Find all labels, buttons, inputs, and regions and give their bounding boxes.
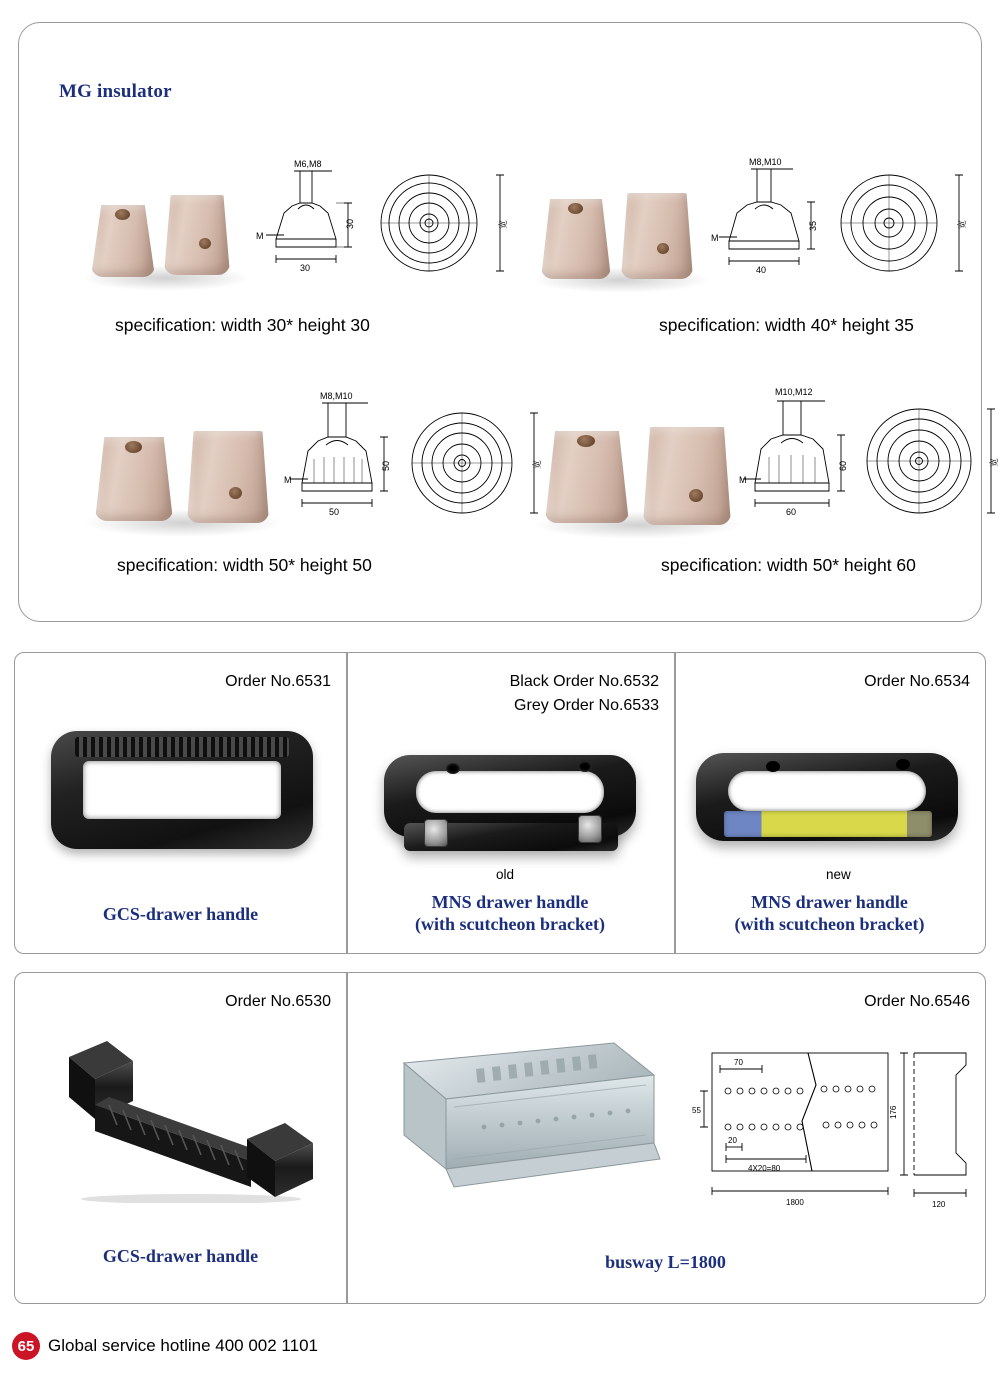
insulator-cn-label-1: 宽 [498, 219, 508, 229]
item-title: busway L=1800 [605, 1252, 726, 1272]
insulator-caption-3: specification: width 50* height 50 [117, 555, 372, 575]
mg-insulator-panel [18, 22, 999, 622]
busway-dim-20: 20 [728, 1136, 737, 1145]
insulator-screw-a [568, 203, 583, 214]
gcs-handle-ribs [75, 737, 289, 757]
order-number-grey: Grey Order No.6533 [514, 697, 659, 714]
handles-panel [14, 652, 986, 954]
variant-label-old: old [496, 867, 515, 882]
handle-cell-2 [346, 653, 674, 953]
insulator-height-dim-1: 30 [345, 218, 355, 229]
insulator-m-label-2: M [711, 233, 719, 243]
handle-cell-3 [674, 653, 985, 953]
bottom-cell-2 [346, 973, 985, 1303]
busway-dim-4x20: 4X20=80 [748, 1164, 781, 1173]
insulator-width-dim-3: 50 [329, 507, 340, 517]
insulator-screw-b [229, 487, 242, 499]
insulator-drawing-4 [739, 383, 1000, 528]
service-hotline: Global service hotline 400 002 1101 [48, 1336, 318, 1355]
mns-hole-dot-right [896, 759, 910, 770]
busway-dim-120: 120 [932, 1200, 946, 1209]
item-title-line2: (with scutcheon bracket) [734, 914, 925, 934]
item-title-line1: MNS drawer handle [431, 892, 589, 912]
busway-dim-70: 70 [734, 1058, 743, 1067]
mns-hole-dot-right [578, 761, 592, 772]
insulator-thread-label-2: M8,M10 [749, 157, 782, 167]
insulator-cn-label-2: 宽 [957, 219, 967, 229]
handle-cell-1 [15, 653, 346, 953]
insulator-screw-b [657, 243, 669, 254]
insulator-cell-4 [511, 383, 999, 583]
insulator-thread-label-1: M6,M8 [294, 159, 322, 169]
item-title: GCS-drawer handle [102, 1246, 259, 1266]
order-number: Order No.6534 [864, 673, 970, 690]
insulator-drawing-3 [284, 387, 549, 527]
insulator-caption-1: specification: width 30* height 30 [115, 315, 370, 335]
insulator-thread-label-3: M8,M10 [320, 391, 353, 401]
insulator-cell-3 [59, 383, 542, 583]
item-title-line2: (with scutcheon bracket) [415, 914, 605, 934]
insulator-photo-b [164, 195, 230, 275]
insulator-width-dim-2: 40 [756, 265, 767, 275]
insulator-m-label-4: M [739, 475, 747, 485]
insulator-drawing-2 [711, 151, 976, 286]
insulator-caption-2: specification: width 40* height 35 [659, 315, 914, 335]
order-number-black: Black Order No.6532 [509, 673, 659, 690]
page-number-badge: 65 [12, 1332, 40, 1360]
order-number: Order No.6530 [225, 993, 331, 1010]
gcs-handle-opening [83, 761, 281, 819]
insulator-cn-label-4: 宽 [989, 457, 999, 467]
insulator-caption-4: specification: width 50* height 60 [661, 555, 916, 575]
panel-title: MG insulator [59, 81, 172, 102]
bottom-panel [14, 972, 986, 1304]
variant-label-new: new [826, 867, 851, 882]
insulator-screw-a [115, 209, 130, 220]
insulator-photo-b [187, 431, 269, 523]
mns-screw-right [578, 815, 602, 843]
gcs-bar-handle-photo [51, 1035, 323, 1208]
insulator-photo-b [643, 427, 731, 525]
footer [12, 1332, 612, 1366]
mns-label-strip [724, 811, 932, 837]
insulator-cell-2 [511, 143, 971, 343]
insulator-cell-1 [59, 143, 519, 343]
order-number: Order No.6546 [864, 993, 970, 1010]
insulator-height-dim-2: 35 [808, 220, 818, 231]
insulator-thread-label-4: M10,M12 [775, 387, 813, 397]
insulator-m-label-3: M [284, 475, 292, 485]
insulator-width-dim-4: 60 [786, 507, 797, 517]
insulator-width-dim-1: 30 [300, 263, 311, 273]
busway-dim-55: 55 [692, 1106, 701, 1115]
insulator-screw-a [577, 435, 595, 447]
insulator-height-dim-4: 60 [838, 460, 848, 471]
mns-handle-opening [728, 771, 926, 811]
busway-dim-176: 176 [889, 1105, 898, 1119]
busway-photo [384, 1035, 674, 1210]
order-number: Order No.6531 [225, 673, 331, 690]
bottom-cell-1 [15, 973, 346, 1303]
item-title-line1: MNS drawer handle [751, 892, 908, 912]
insulator-cn-label-3: 宽 [532, 459, 542, 469]
mns-handle-opening [416, 771, 604, 813]
mns-hole-dot-left [766, 761, 780, 772]
mns-screw-left [424, 819, 448, 847]
busway-dim-1800: 1800 [786, 1198, 804, 1207]
insulator-photo-b [621, 193, 693, 279]
insulator-screw-b [199, 238, 211, 249]
insulator-screw-b [689, 489, 703, 502]
busway-drawing [690, 1035, 980, 1215]
insulator-height-dim-3: 50 [381, 460, 391, 471]
insulator-screw-a [125, 441, 142, 453]
mns-hole-dot-left [446, 763, 460, 774]
insulator-drawing-1 [254, 151, 519, 286]
insulator-m-label-1: M [256, 231, 264, 241]
item-title: GCS-drawer handle [102, 904, 259, 924]
